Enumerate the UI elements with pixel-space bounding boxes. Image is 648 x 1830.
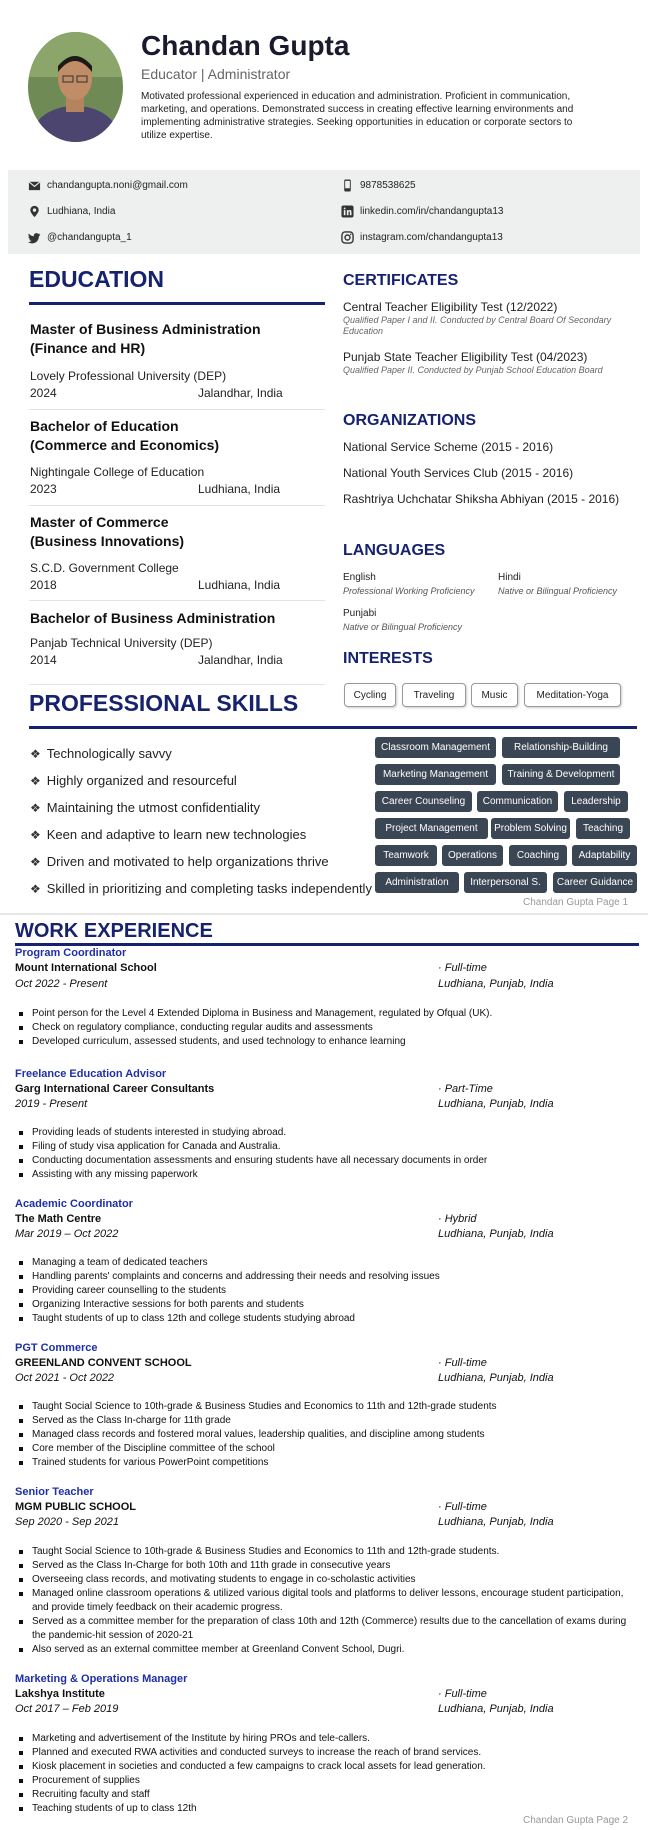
job-dates: Oct 2021 - Oct 2022 <box>15 1372 115 1384</box>
job-organization: The Math Centre <box>15 1213 102 1225</box>
divider <box>29 684 325 685</box>
page-footer: Chandan Gupta Page 1 <box>523 897 629 908</box>
job-organization: GREENLAND CONVENT SCHOOL <box>15 1357 192 1369</box>
job-type: · Part-Time <box>438 1083 493 1095</box>
skill-tag: Communication <box>477 791 558 812</box>
skill-tag: Project Management <box>375 818 488 839</box>
job-bullet: Served as the Class In-Charge for both 10th and 11th grade in consecutive years <box>32 1559 632 1573</box>
linkedin-icon <box>341 205 354 218</box>
job-bullet: Providing leads of students interested in studying abroad. <box>32 1126 632 1140</box>
certificate-name: Central Teacher Eligibility Test (12/2022) <box>343 300 558 314</box>
language-name: Hindi <box>498 572 521 583</box>
skill-tag: Classroom Management <box>375 737 496 758</box>
job-bullets <box>15 1126 632 1182</box>
languages-heading: LANGUAGES <box>343 542 446 559</box>
job-location: Ludhiana, Punjab, India <box>438 1372 554 1384</box>
job-bullet: Kiosk placement in societies and conducted a few campaigns to crack local assets for lead generation. <box>32 1760 632 1774</box>
contact-linkedin[interactable] <box>341 205 503 218</box>
degree-title: Master of Commerce (Business Innovations) <box>30 514 185 549</box>
job-type: · Hybrid <box>438 1213 477 1225</box>
skill-tag: Coaching <box>509 845 567 866</box>
diamond-bullet-icon: ❖ <box>30 854 41 869</box>
skill-tag: Leadership <box>564 791 628 812</box>
language-name: English <box>343 572 376 583</box>
skill-tag: Relationship-Building <box>502 737 620 758</box>
degree-location: Ludhiana, India <box>198 482 281 496</box>
degree-year: 2014 <box>30 653 57 667</box>
certificate-desc: Qualified Paper II. Conducted by Punjab School Education Board <box>343 365 603 375</box>
language-level: Native or Bilingual Proficiency <box>498 586 618 596</box>
person-name: Chandan Gupta <box>141 30 350 61</box>
divider <box>29 600 325 601</box>
job-bullets <box>15 1545 632 1657</box>
job-bullet: Check on regulatory compliance, conducting regular audits and assessments <box>32 1021 632 1035</box>
job-bullets <box>15 1256 632 1326</box>
degree-location: Jalandhar, India <box>198 386 283 400</box>
job-bullet: Served as a committee member for the preparation of class 10th and 12th (Commerce) results due to the cancellation of exams during the pandemic-hit session of 2020-21 <box>32 1615 632 1643</box>
job-bullet: Conducting documentation assessments and ensuring students have all necessary documents in order <box>32 1154 632 1168</box>
job-bullet: Marketing and advertisement of the Institute by hiring PROs and tele-callers. <box>32 1732 632 1746</box>
interest-pill: Cycling <box>344 683 396 707</box>
profile-photo <box>28 32 123 142</box>
organization-item: National Service Scheme (2015 - 2016) <box>343 440 554 454</box>
skills-rule <box>29 726 637 729</box>
contact-phone[interactable] <box>341 179 416 192</box>
job-dates: 2019 - Present <box>15 1098 88 1110</box>
job-bullet: Taught students of up to class 12th and college students studying abroad <box>32 1312 632 1326</box>
language-name: Punjabi <box>343 608 377 619</box>
phone-icon <box>341 179 354 192</box>
interest-pill: Traveling <box>402 683 466 707</box>
language-level: Native or Bilingual Proficiency <box>343 622 463 632</box>
institution: Nightingale College of Education <box>30 465 205 479</box>
degree-title: Master of Business Administration (Finance and HR) <box>30 321 261 356</box>
diamond-bullet-icon: ❖ <box>30 827 41 842</box>
job-bullet: Handling parents' complaints and concerns and addressing their needs and resolving issues <box>32 1270 632 1284</box>
skill-item: ❖ Technologically savvy <box>30 746 172 761</box>
job-dates: Oct 2017 – Feb 2019 <box>15 1703 119 1715</box>
job-bullet: Core member of the Discipline committee of the school <box>32 1442 632 1456</box>
job-organization: Garg International Career Consultants <box>15 1083 215 1095</box>
job-bullet: Planned and executed RWA activities and conducted surveys to increase the reach of brand services. <box>32 1746 632 1760</box>
job-title: PGT Commerce <box>15 1342 98 1354</box>
job-type: · Full-time <box>438 1357 487 1369</box>
divider <box>29 505 325 506</box>
job-location: Ludhiana, Punjab, India <box>438 1703 554 1715</box>
skill-tag: Problem Solving <box>491 818 570 839</box>
divider <box>29 409 325 410</box>
job-type: · Full-time <box>438 1501 487 1513</box>
skill-tag: Operations <box>442 845 503 866</box>
job-bullet: Managing a team of dedicated teachers <box>32 1256 632 1270</box>
institution: Lovely Professional University (DEP) <box>30 369 227 383</box>
location-pin-icon <box>28 205 41 218</box>
job-location: Ludhiana, Punjab, India <box>438 1516 554 1528</box>
degree-location: Jalandhar, India <box>198 653 283 667</box>
skill-tag: Marketing Management <box>375 764 496 785</box>
organizations-heading: ORGANIZATIONS <box>343 412 477 429</box>
page-break <box>0 913 648 915</box>
certificate-name: Punjab State Teacher Eligibility Test (04/2023) <box>343 350 588 364</box>
organization-item: National Youth Services Club (2015 - 2016) <box>343 466 574 480</box>
person-role: Educator | Administrator <box>141 66 291 82</box>
skill-tag: Career Counseling <box>375 791 472 812</box>
job-organization: Lakshya Institute <box>15 1688 105 1700</box>
diamond-bullet-icon: ❖ <box>30 773 41 788</box>
degree-year: 2024 <box>30 386 57 400</box>
phone-text: 9878538625 <box>360 180 416 191</box>
job-bullets <box>15 1400 632 1470</box>
job-bullet: Managed online classroom operations & utilized various digital tools and platforms to deliver lessons, encourage student participation, and provide timely feedback on their academic progress. <box>32 1587 632 1615</box>
degree-title: Bachelor of Business Administration <box>30 610 276 626</box>
skill-item: ❖ Driven and motivated to help organizations thrive <box>30 854 329 869</box>
job-bullet: Overseeing class records, and motivating students to engage in co-scholastic activities <box>32 1573 632 1587</box>
twitter-text: @chandangupta_1 <box>47 232 132 243</box>
degree-year: 2023 <box>30 482 57 496</box>
degree-location: Ludhiana, India <box>198 578 281 592</box>
job-type: · Full-time <box>438 962 487 974</box>
job-bullet: Organizing Interactive sessions for both parents and students <box>32 1298 632 1312</box>
email-icon <box>28 179 41 192</box>
contact-email[interactable] <box>28 179 188 192</box>
job-bullet: Recruiting faculty and staff <box>32 1788 632 1802</box>
job-bullet: Taught Social Science to 10th-grade & Business Studies and Economics to 11th and 12th-grade students. <box>32 1545 632 1559</box>
job-title: Academic Coordinator <box>15 1198 133 1210</box>
contact-instagram[interactable] <box>341 231 503 244</box>
location-text: Ludhiana, India <box>47 206 116 217</box>
linkedin-text: linkedin.com/in/chandangupta13 <box>360 206 504 217</box>
profile-summary: Motivated professional experienced in education and administration. Proficient in communication, marketing, and operations. Demonstrated success in creating effective learning environments and implementing administrative strategies. Seeking opportunities in education or corporate sectors to utilize expertise. <box>141 91 574 141</box>
job-bullet: Providing career counselling to the students <box>32 1284 632 1298</box>
degree-year: 2018 <box>30 578 57 592</box>
contact-twitter[interactable] <box>28 231 132 244</box>
interest-pill: Music <box>471 683 518 707</box>
language-level: Professional Working Proficiency <box>343 586 475 596</box>
job-bullets <box>15 1007 632 1049</box>
job-organization: MGM PUBLIC SCHOOL <box>15 1501 136 1513</box>
twitter-icon <box>28 231 41 244</box>
institution: Panjab Technical University (DEP) <box>30 636 213 650</box>
education-heading: EDUCATION <box>29 266 165 292</box>
job-location: Ludhiana, Punjab, India <box>438 978 554 990</box>
skill-tag: Career Guidance <box>553 872 637 893</box>
skill-tag: Teaching <box>576 818 630 839</box>
job-title: Program Coordinator <box>15 947 127 959</box>
degree-title: Bachelor of Education (Commerce and Economics) <box>30 418 220 453</box>
email-text: chandangupta.noni@gmail.com <box>47 180 188 191</box>
contact-bar <box>8 170 640 254</box>
education-rule <box>29 302 325 305</box>
diamond-bullet-icon: ❖ <box>30 881 41 896</box>
skill-item: ❖ Maintaining the utmost confidentiality <box>30 800 260 815</box>
job-dates: Sep 2020 - Sep 2021 <box>15 1516 119 1528</box>
organization-item: Rashtriya Uchchatar Shiksha Abhiyan (2015 - 2016) <box>343 492 620 506</box>
instagram-text: instagram.com/chandangupta13 <box>360 232 503 243</box>
job-location: Ludhiana, Punjab, India <box>438 1098 554 1110</box>
job-bullet: Taught Social Science to 10th-grade & Business Studies and Economics to 11th and 12th-grade students <box>32 1400 632 1414</box>
job-bullet: Served as the Class In-charge for 11th grade <box>32 1414 632 1428</box>
job-title: Marketing & Operations Manager <box>15 1673 188 1685</box>
job-organization: Mount International School <box>15 962 157 974</box>
skill-tag: Teamwork <box>375 845 437 866</box>
job-bullet: Filing of study visa application for Canada and Australia. <box>32 1140 632 1154</box>
work-heading: WORK EXPERIENCE <box>15 920 213 942</box>
skill-item: ❖ Highly organized and resourceful <box>30 773 237 788</box>
job-bullet: Procurement of supplies <box>32 1774 632 1788</box>
job-bullets <box>15 1732 632 1816</box>
certificate-desc: Qualified Paper I and II. Conducted by Central Board Of Secondary Education <box>343 315 612 336</box>
job-title: Freelance Education Advisor <box>15 1068 167 1080</box>
job-bullet: Developed curriculum, assessed students, and used technology to enhance learning <box>32 1035 632 1049</box>
skill-tag: Training & Development <box>502 764 620 785</box>
skill-item: ❖ Skilled in prioritizing and completing tasks independently <box>30 881 372 896</box>
contact-location <box>28 205 115 218</box>
job-bullet: Managed class records and fostered moral values, leadership qualities, and discipline among students <box>32 1428 632 1442</box>
instagram-icon <box>341 231 354 244</box>
skill-tag: Administration <box>375 872 459 893</box>
skill-tag: Interpersonal S. <box>464 872 547 893</box>
work-rule <box>15 943 639 946</box>
job-bullet: Assisting with any missing paperwork <box>32 1168 632 1182</box>
page-footer: Chandan Gupta Page 2 <box>523 1815 629 1826</box>
job-bullet: Teaching students of up to class 12th <box>32 1802 632 1816</box>
skill-tag: Adaptability <box>572 845 637 866</box>
job-dates: Oct 2022 - Present <box>15 978 108 990</box>
interest-pill: Meditation-Yoga <box>524 683 621 707</box>
diamond-bullet-icon: ❖ <box>30 746 41 761</box>
job-title: Senior Teacher <box>15 1486 94 1498</box>
job-bullet: Trained students for various PowerPoint competitions <box>32 1456 632 1470</box>
job-location: Ludhiana, Punjab, India <box>438 1228 554 1240</box>
institution: S.C.D. Government College <box>30 561 179 575</box>
job-bullet: Also served as an external committee member at Greenland Convent School, Dugri. <box>32 1643 632 1657</box>
job-dates: Mar 2019 – Oct 2022 <box>15 1228 119 1240</box>
job-type: · Full-time <box>438 1688 487 1700</box>
skill-item: ❖ Keen and adaptive to learn new technologies <box>30 827 307 842</box>
interests-heading: INTERESTS <box>343 650 433 667</box>
certificates-heading: CERTIFICATES <box>343 272 459 289</box>
diamond-bullet-icon: ❖ <box>30 800 41 815</box>
skills-heading: PROFESSIONAL SKILLS <box>29 690 299 716</box>
job-bullet: Point person for the Level 4 Extended Diploma in Business and Management, regulated by Ofqual (UK). <box>32 1007 632 1021</box>
